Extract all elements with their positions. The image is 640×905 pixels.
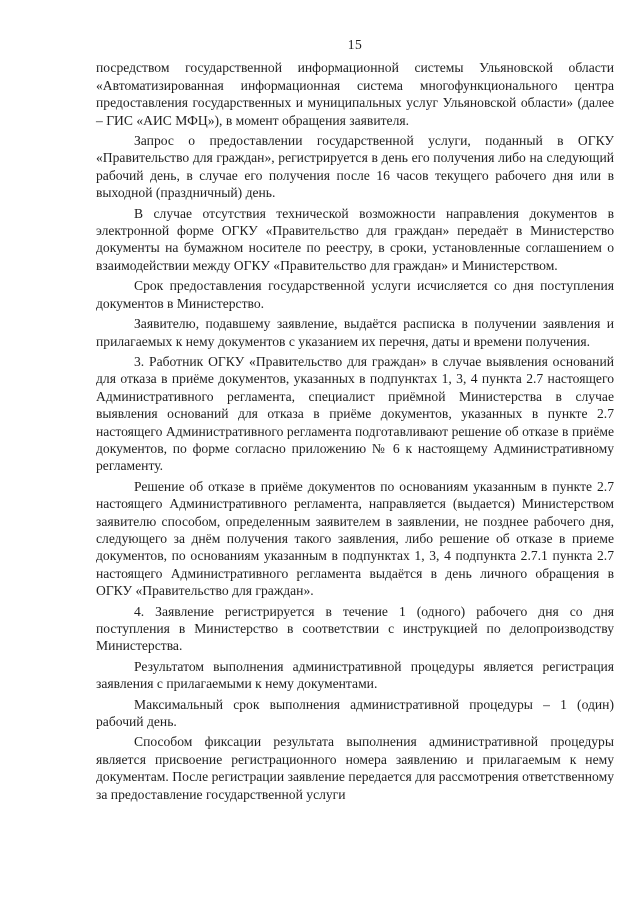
paragraph: В случае отсутствия технической возможности направления документов в электронной форме ОГКУ «Правительство для граждан» передаёт в Министерство документы на бумажном носителе по реестру, в сроки, установленные соглашением о взаимодействии между ОГКУ «Правительство для граждан» и Министерством. xyxy=(96,205,614,273)
document-body xyxy=(96,59,614,803)
paragraph: Решение об отказе в приёме документов по основаниям указанным в пункте 2.7 настоящего Административного регламента, направляется (выдается) Министерством заявителю способом, определенным заявителем в заявлении, не позднее рабочего дня, следующего за днём получения такого заявления, либо решение об отказе в приеме документов, по основаниям указанным в подпунктах 1, 3, 4 подпункта 2.7.1 пункта 2.7 настоящего Административного регламента выдаётся в день личного обращения в ОГКУ «Правительство для граждан». xyxy=(96,478,614,599)
paragraph: 4. Заявление регистрируется в течение 1 (одного) рабочего дня со дня поступления в Министерство в соответствии с инструкцией по делопроизводству Министерства. xyxy=(96,603,614,654)
paragraph: Способом фиксации результата выполнения административной процедуры является присвоение регистрационного номера заявлению и прилагаемым к нему документам. После регистрации заявление передается для рассмотрения ответственному за предоставление государственной услуги xyxy=(96,734,614,802)
paragraph: Запрос о предоставлении государственной услуги, поданный в ОГКУ «Правительство для граждан», регистрируется в день его получения либо на следующий рабочий день, в случае его получения после 16 часов текущего рабочего дня или в выходной (праздничный) день. xyxy=(96,133,614,201)
page-number: 15 xyxy=(347,37,363,52)
paragraph: 3. Работник ОГКУ «Правительство для граждан» в случае выявления оснований для отказа в приёме документов, указанных в подпунктах 1, 3, 4 пункта 2.7 настоящего Административного регламента, специалист приёмной Министерства в случае выявления оснований для отказа в приёме документов, указанных в пункте 2.7 настоящего Административного регламента подготавливают решение об отказе в приёме документов, по форме согласно приложению № 6 к настоящему Административному регламенту. xyxy=(96,353,614,474)
paragraph: Срок предоставления государственной услуги исчисляется со дня поступления документов в Министерство. xyxy=(96,278,614,311)
paragraph: Заявителю, подавшему заявление, выдаётся расписка в получении заявления и прилагаемых к нему документов с указанием их перечня, даты и времени получения. xyxy=(96,316,614,349)
paragraph: Результатом выполнения административной процедуры является регистрация заявления с прилагаемыми к нему документами. xyxy=(96,658,614,692)
paragraph: Максимальный срок выполнения административной процедуры – 1 (один) рабочий день. xyxy=(96,696,614,730)
paragraph: посредством государственной информационной системы Ульяновской области «Автоматизированная информационная система многофункционального центра предоставления государственных и муниципальных услуг Ульяновской области» (далее – ГИС «АИС МФЦ»), в момент обращения заявителя. xyxy=(96,60,614,128)
